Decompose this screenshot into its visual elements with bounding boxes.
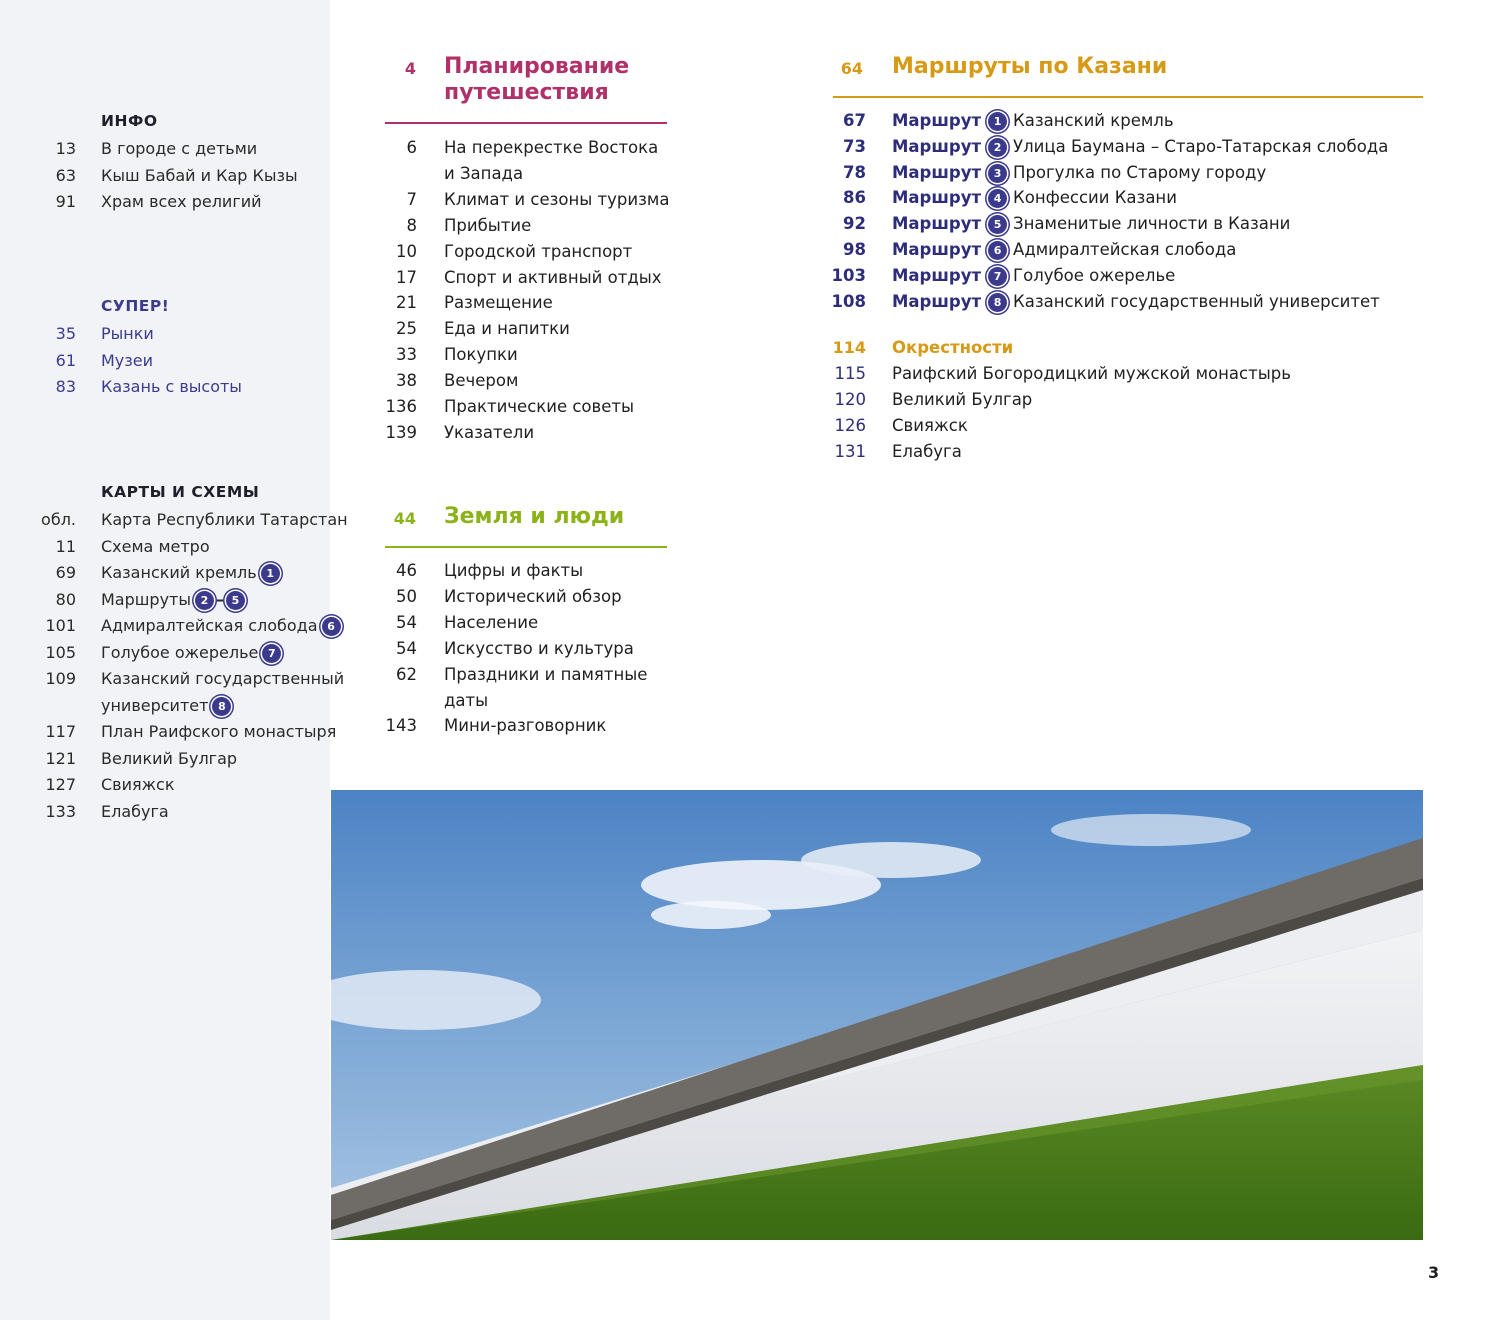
toc-row[interactable] <box>0 189 330 215</box>
toc-page-number: 143 <box>385 716 417 736</box>
land-rule <box>385 546 667 548</box>
toc-row[interactable] <box>0 136 330 162</box>
planning-rule <box>385 122 667 124</box>
info-heading: ИНФО <box>101 112 158 130</box>
toc-entry-title: Казанский государственный <box>101 669 345 688</box>
toc-entry-title: Музеи <box>101 350 154 370</box>
toc-entry-title: университет 8 <box>101 693 231 719</box>
toc-entry-title: На перекрестке Востока <box>444 138 659 157</box>
route-title: Казанский кремль <box>1013 111 1174 130</box>
route-label: Маршрут <box>892 162 982 182</box>
planning-page: 4 <box>404 59 416 78</box>
toc-entry-title: даты <box>444 690 489 710</box>
toc-page-number: 127 <box>45 775 76 794</box>
toc-entry-title: Население <box>444 612 539 632</box>
route-page-number: 73 <box>843 136 866 156</box>
toc-page-number: 91 <box>55 192 76 211</box>
toc-page-number: 63 <box>55 165 76 185</box>
toc-page-number: 38 <box>396 371 417 391</box>
route-entry <box>892 263 1175 289</box>
toc-page-number: 25 <box>396 319 417 339</box>
toc-entry-title: Адмиралтейская слобода 6 <box>101 613 341 639</box>
toc-row[interactable] <box>0 587 330 613</box>
toc-entry-title: Великий Булгар <box>892 389 1033 409</box>
toc-page-number: 33 <box>396 345 417 365</box>
toc-page-number: 13 <box>55 139 76 158</box>
toc-page-number: 17 <box>396 267 417 287</box>
route-number-badge: 1 <box>988 112 1007 131</box>
routes-rule <box>833 96 1423 98</box>
surroundings-title[interactable]: Окрестности <box>892 338 1014 357</box>
land-page: 44 <box>393 509 416 528</box>
route-page-number: 98 <box>843 240 866 259</box>
toc-row[interactable] <box>0 772 330 798</box>
route-label: Маршрут <box>892 188 982 208</box>
route-number-badge: 3 <box>988 164 1007 183</box>
toc-page-number: 21 <box>396 293 417 313</box>
toc-entry-title: Праздники и памятные <box>444 664 648 684</box>
toc-entry-title: В городе с детьми <box>101 139 258 158</box>
route-entry <box>892 237 1236 263</box>
toc-row[interactable] <box>0 560 330 586</box>
route-title: Улица Баумана – Старо-Татарская слобода <box>1013 136 1389 156</box>
toc-entry-title: Храм всех религий <box>101 192 262 211</box>
toc-entry-title: Климат и сезоны туризма <box>444 189 670 209</box>
route-entry <box>892 160 1266 186</box>
toc-entry-title: Свияжск <box>101 775 175 794</box>
toc-entry-title: Елабуга <box>101 801 169 821</box>
toc-entry-title: План Раифского монастыря <box>101 722 337 741</box>
kremlin-wall-photo <box>331 790 1423 1240</box>
route-title: Конфессии Казани <box>1013 188 1177 208</box>
route-number-badge: 7 <box>262 644 281 663</box>
routes-title[interactable]: Маршруты по Казани <box>892 54 1168 79</box>
toc-entry-title: Схема метро <box>101 536 210 556</box>
toc-entry-title: Кыш Бабай и Кар Кызы <box>101 165 298 185</box>
route-number-badge: 1 <box>261 564 280 583</box>
page-number: 3 <box>1428 1263 1440 1282</box>
toc-entry-title: Спорт и активный отдых <box>444 267 662 287</box>
toc-page-number: 126 <box>834 415 866 435</box>
toc-page-number: 54 <box>396 612 417 632</box>
toc-page-number: 8 <box>406 215 417 235</box>
toc-page-number: 11 <box>55 536 76 556</box>
land-title[interactable]: Земля и люди <box>444 504 625 529</box>
route-label: Маршрут <box>892 111 982 130</box>
toc-entry-title: Елабуга <box>892 441 962 461</box>
route-entry <box>892 211 1290 237</box>
toc-entry-title: Исторический обзор <box>444 586 622 606</box>
toc-entry-title: и Запада <box>444 163 524 183</box>
toc-row[interactable] <box>0 163 330 189</box>
toc-entry-title: Прибытие <box>444 215 532 235</box>
toc-entry-title: Вечером <box>444 371 519 391</box>
route-number-badge: 2 <box>195 591 214 610</box>
route-title: Голубое ожерелье <box>1013 265 1176 285</box>
route-number-badge: 5 <box>988 215 1007 234</box>
toc-page-number: 80 <box>55 589 76 609</box>
route-number-badge: 6 <box>988 241 1007 260</box>
route-label: Маршрут <box>892 265 982 285</box>
route-page-number: 78 <box>843 162 866 182</box>
toc-page-number: 105 <box>45 642 76 662</box>
toc-page-number: 133 <box>45 801 76 821</box>
route-label: Маршрут <box>892 214 982 234</box>
toc-page-number: 10 <box>396 241 417 261</box>
toc-page-number: 136 <box>385 397 417 416</box>
route-number-badge: 6 <box>322 617 341 636</box>
route-number-badge: 8 <box>212 697 231 716</box>
toc-entry-title: Великий Булгар <box>101 748 238 768</box>
route-page-number: 103 <box>831 265 866 285</box>
toc-row[interactable] <box>0 348 330 374</box>
route-entry <box>892 134 1388 160</box>
toc-page-number: 139 <box>385 422 417 442</box>
toc-page-number: 131 <box>834 441 866 461</box>
toc-page-number: 120 <box>834 389 866 409</box>
toc-row[interactable] <box>0 799 330 825</box>
toc-entry-title: Рынки <box>101 324 154 343</box>
toc-row[interactable] <box>0 321 330 347</box>
toc-row[interactable] <box>0 613 335 639</box>
toc-page-number: 61 <box>55 350 76 370</box>
toc-row[interactable] <box>0 507 348 533</box>
route-entry <box>892 289 1380 315</box>
route-page-number: 92 <box>843 214 866 234</box>
toc-entry-title: Маршруты 2 – 5 <box>101 587 245 613</box>
surroundings-page: 114 <box>832 338 866 357</box>
toc-row[interactable] <box>0 746 330 772</box>
toc-entry-title: Покупки <box>444 345 518 365</box>
route-title: Казанский государственный университет <box>1013 291 1380 311</box>
route-page-number: 86 <box>843 188 866 208</box>
toc-page-number: 69 <box>55 563 76 582</box>
toc-entry-title: Раифский Богородицкий мужской монастырь <box>892 364 1291 383</box>
routes-page: 64 <box>840 59 863 78</box>
toc-page-number: 117 <box>45 722 76 741</box>
route-number-badge: 4 <box>988 189 1007 208</box>
toc-entry-title: Цифры и факты <box>444 561 584 580</box>
maps-heading: КАРТЫ И СХЕМЫ <box>101 483 260 501</box>
toc-row[interactable] <box>0 693 330 719</box>
route-entry <box>892 108 1174 134</box>
toc-row[interactable] <box>0 719 337 745</box>
route-page-number: 108 <box>831 291 866 311</box>
toc-page-number: 101 <box>45 616 76 635</box>
toc-page-number: 109 <box>45 669 76 688</box>
toc-row[interactable] <box>0 534 330 560</box>
toc-entry-title: Указатели <box>444 422 535 442</box>
toc-entry-title: Размещение <box>444 293 553 313</box>
sidebar <box>0 0 348 1320</box>
route-entry <box>892 185 1177 211</box>
toc-entry-title: Казань с высоты <box>101 377 242 396</box>
toc-page-number: 83 <box>55 377 76 396</box>
toc-page-number: 6 <box>406 138 417 157</box>
toc-page-number: 7 <box>406 189 417 209</box>
toc-page-number: 46 <box>396 561 417 580</box>
planning-title-line2[interactable]: путешествия <box>444 80 609 105</box>
toc-entry-title: Еда и напитки <box>444 319 570 339</box>
route-title: Знаменитые личности в Казани <box>1013 214 1291 234</box>
route-number-badge: 8 <box>988 293 1007 312</box>
route-label: Маршрут <box>892 291 982 311</box>
route-number-badge: 2 <box>988 138 1007 157</box>
planning-title-line1[interactable]: Планирование <box>444 54 630 79</box>
toc-row[interactable] <box>0 666 345 692</box>
toc-page-number: 35 <box>55 324 76 343</box>
toc-page-number: 115 <box>834 364 866 383</box>
toc-page-number: 50 <box>396 586 417 606</box>
route-number-badge: 5 <box>226 591 245 610</box>
toc-entry-title: Карта Республики Татарстан <box>101 510 348 529</box>
toc-page-number: 121 <box>45 748 76 768</box>
toc-entry-title: Практические советы <box>444 397 635 416</box>
route-title: Прогулка по Старому городу <box>1013 162 1267 182</box>
toc-entry-title: Казанский кремль 1 <box>101 560 280 586</box>
toc-page-number: обл. <box>41 510 76 529</box>
toc-entry-title: Городской транспорт <box>444 241 633 261</box>
toc-entry-title: Голубое ожерелье 7 <box>101 640 281 666</box>
route-label: Маршрут <box>892 136 982 156</box>
toc-entry-title: Искусство и культура <box>444 638 634 658</box>
route-label: Маршрут <box>892 240 982 259</box>
toc-page-number: 54 <box>396 638 417 658</box>
route-page-number: 67 <box>843 111 866 130</box>
route-number-badge: 7 <box>988 267 1007 286</box>
toc-entry-title: Свияжск <box>892 415 968 435</box>
super-heading: СУПЕР! <box>101 297 170 315</box>
route-title: Адмиралтейская слобода <box>1013 240 1237 259</box>
toc-page-number: 62 <box>396 664 417 684</box>
toc-row[interactable] <box>0 374 330 400</box>
toc-row[interactable] <box>0 640 330 666</box>
toc-entry-title: Мини-разговорник <box>444 716 607 736</box>
range-dash: – <box>215 589 224 609</box>
